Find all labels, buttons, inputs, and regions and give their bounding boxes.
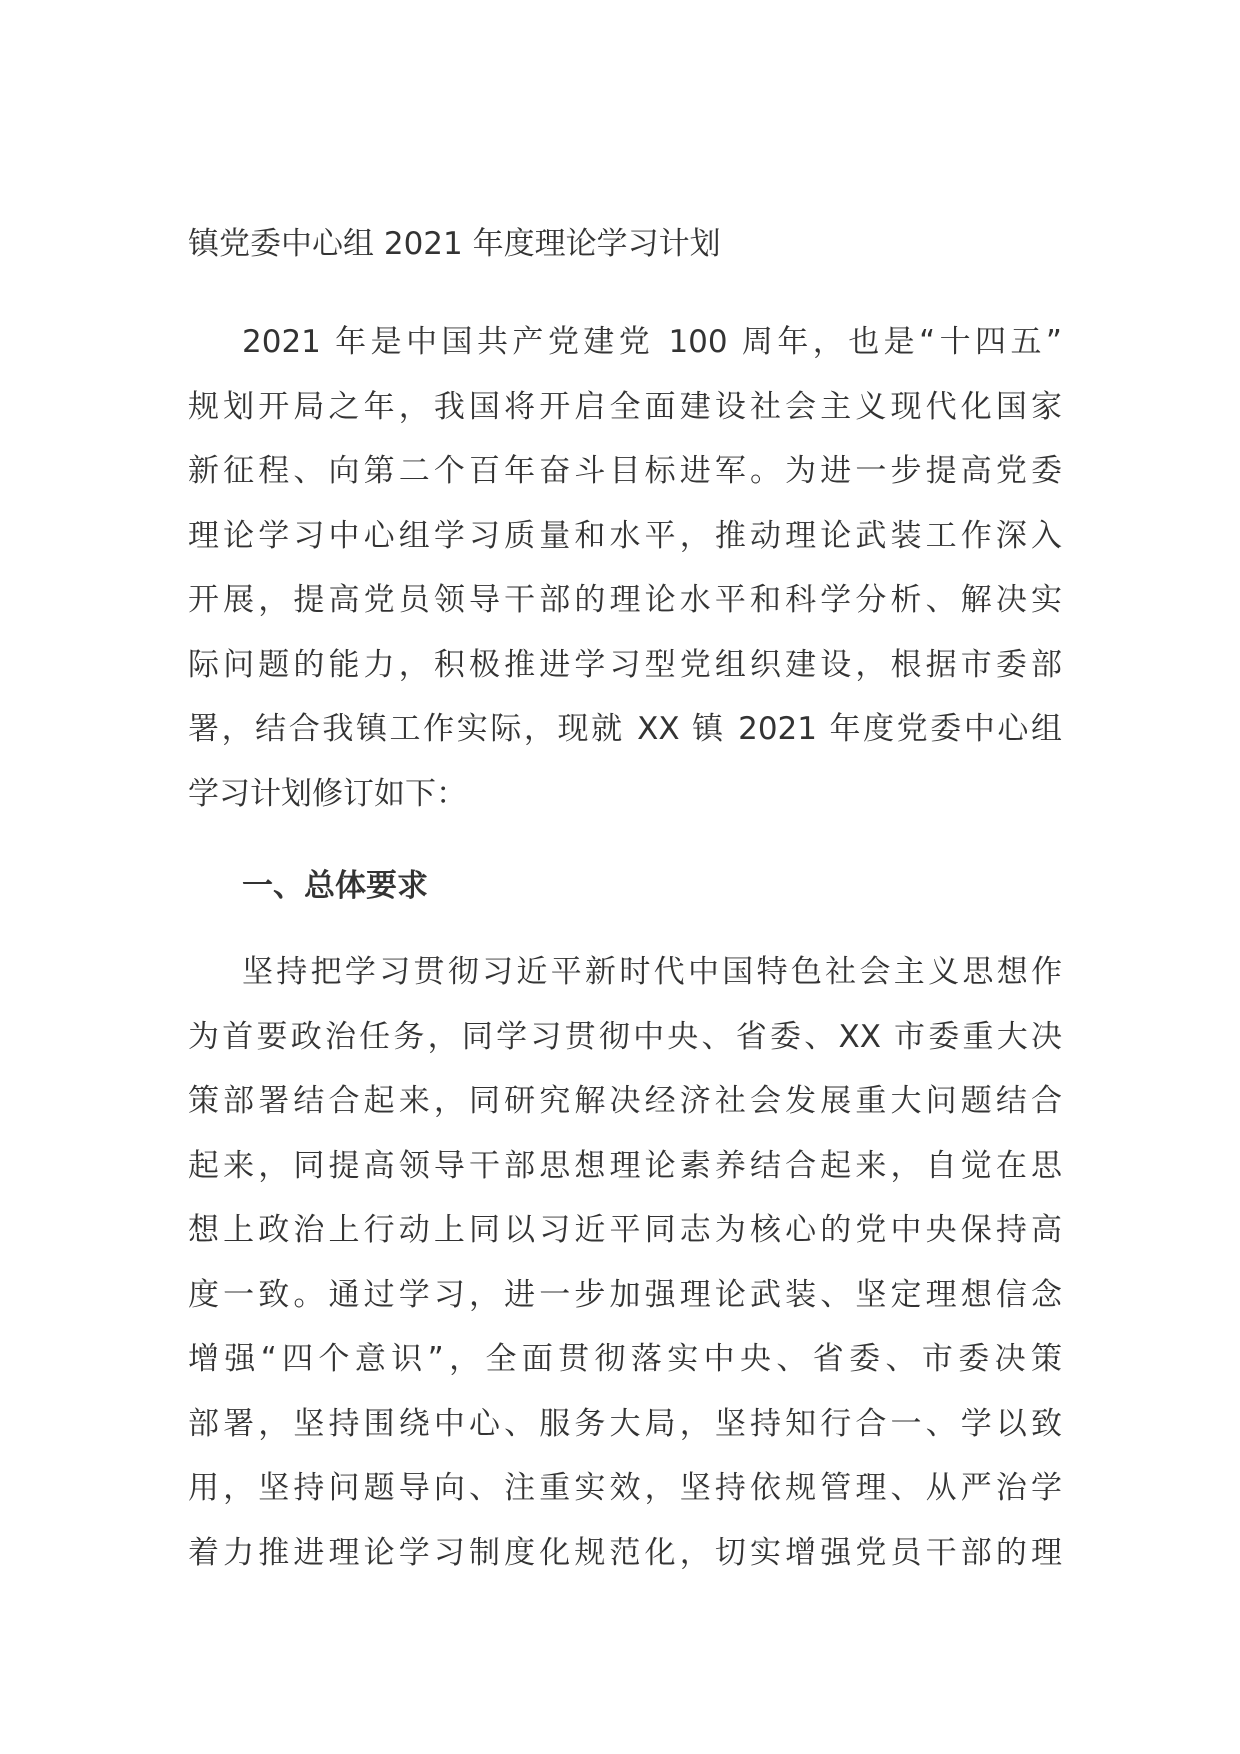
intro-paragraph xyxy=(188,310,1062,826)
paragraph-line: 开展，提高党员领导干部的理论水平和科学分析、解决实 xyxy=(188,582,1062,618)
paragraph-line: 新征程、向第二个百年奋斗目标进军。为进一步提高党委 xyxy=(188,453,1062,489)
paragraph-line: 规划开局之年，我国将开启全面建设社会主义现代化国家 xyxy=(188,388,1062,425)
paragraph-line: 部署，坚持围绕中心、服务大局，坚持知行合一、学以致 xyxy=(188,1405,1062,1442)
paragraph-line: 2021 年是中国共产党建党 100 周年，也是“十四五” xyxy=(242,324,1062,360)
paragraph-line: 署，结合我镇工作实际，现就 XX 镇 2021 年度党委中心组 xyxy=(188,711,1062,747)
paragraph-line: 为首要政治任务，同学习贯彻中央、省委、XX 市委重大决 xyxy=(188,1018,1062,1055)
paragraph-line: 学习计划修订如下： xyxy=(188,775,467,812)
paragraph-line: 度一致。通过学习，进一步加强理论武装、坚定理想信念 xyxy=(188,1276,1062,1313)
paragraph-line: 策部署结合起来，同研究解决经济社会发展重大问题结合 xyxy=(188,1083,1062,1119)
document-page xyxy=(188,222,1062,1585)
section-paragraph xyxy=(188,940,1062,1585)
paragraph-line: 用，坚持问题导向、注重实效，坚持依规管理、从严治学 xyxy=(188,1470,1062,1506)
paragraph-line: 着力推进理论学习制度化规范化，切实增强党员干部的理 xyxy=(188,1534,1062,1571)
paragraph-line: 理论学习中心组学习质量和水平，推动理论武装工作深入 xyxy=(188,517,1062,554)
paragraph-line: 想上政治上行动上同以习近平同志为核心的党中央保持高 xyxy=(188,1212,1062,1248)
document-title: 镇党委中心组 2021 年度理论学习计划 xyxy=(188,226,721,262)
paragraph-line: 增强“四个意识”，全面贯彻落实中央、省委、市委决策 xyxy=(188,1341,1062,1377)
paragraph-line: 际问题的能力，积极推进学习型党组织建设，根据市委部 xyxy=(188,646,1062,683)
paragraph-line: 起来，同提高领导干部思想理论素养结合起来，自觉在思 xyxy=(188,1147,1062,1184)
paragraph-line: 坚持把学习贯彻习近平新时代中国特色社会主义思想作 xyxy=(242,954,1062,990)
section-heading: 一、总体要求 xyxy=(242,868,428,904)
